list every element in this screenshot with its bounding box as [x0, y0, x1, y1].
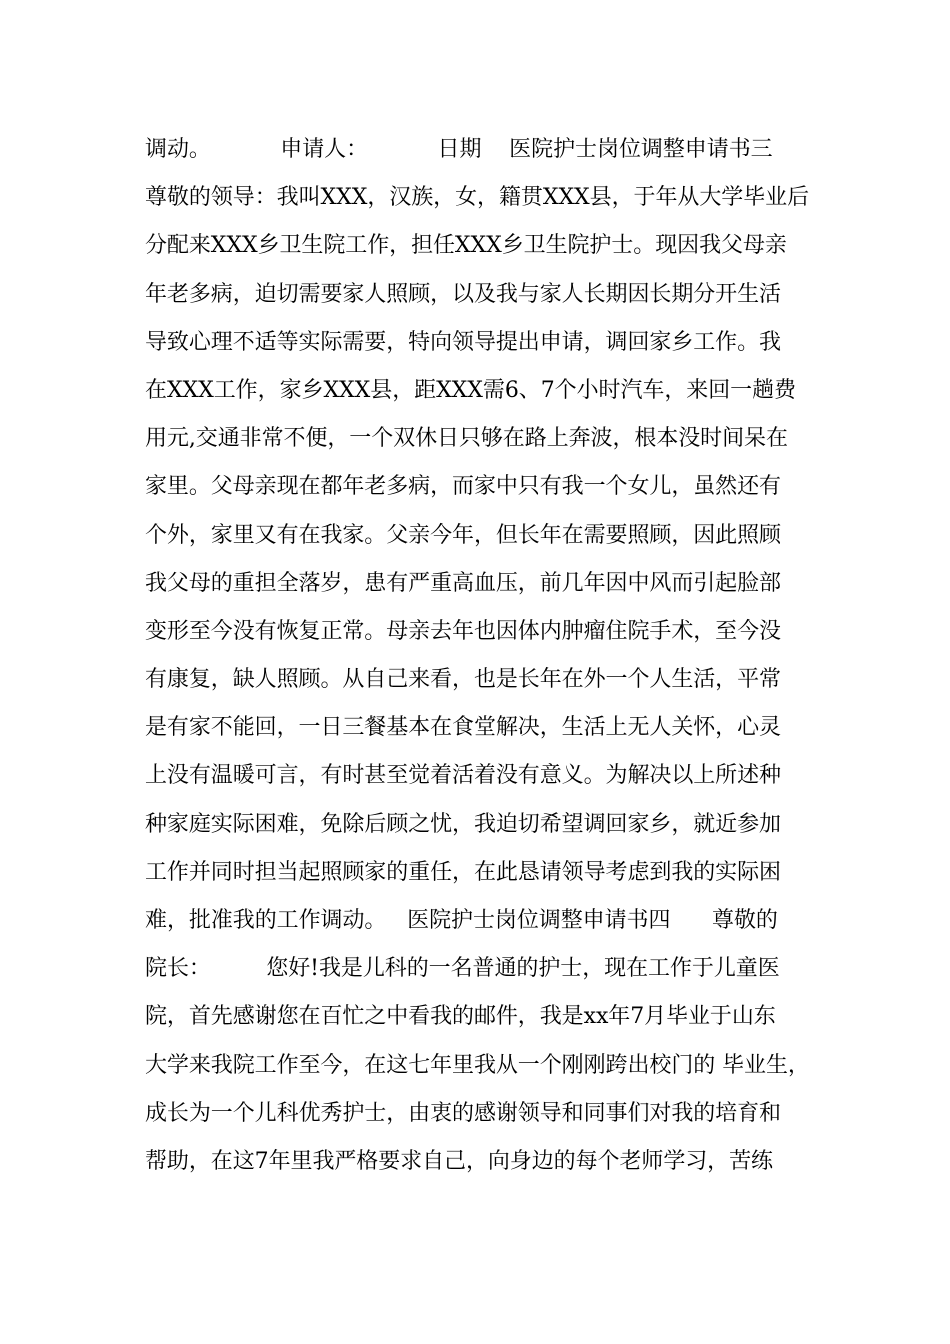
text-line: 分配来XXX乡卫生院工作，担任XXX乡卫生院护士。现因我父母亲 [145, 233, 787, 259]
text-line: 在XXX工作，家乡XXX县，距XXX需6、7个小时汽车，来回一趟费 [145, 377, 796, 403]
text-line: 年老多病，迫切需要家人照顾，以及我与家人长期因长期分开生活 [145, 281, 781, 307]
text-line: 大学来我院工作至今，在这七年里我从一个刚刚跨出校门的 毕业生， [145, 1052, 810, 1078]
text-line: 成长为一个儿科优秀护士，由衷的感谢领导和同事们对我的培育和 [145, 1100, 781, 1126]
text-line: 种家庭实际困难，免除后顾之忧，我迫切希望调回家乡，就近参加 [145, 811, 781, 837]
text-line: 调动。 申请人： 日期 医院护士岗位调整申请书三 [145, 137, 773, 162]
text-line: 我父母的重担全落岁，患有严重高血压，前几年因中风而引起脸部 [145, 570, 781, 596]
text-line: 院长： 您好!我是儿科的一名普通的护士，现在工作于儿童医 [145, 956, 780, 982]
text-line: 难，批准我的工作调动。 医院护士岗位调整申请书四 尊敬的 [145, 908, 778, 933]
text-line: 帮助，在这7年里我严格要求自己，向身边的每个老师学习，苦练 [145, 1148, 773, 1174]
text-line: 家里。父母亲现在都年老多病，而家中只有我一个女儿，虽然还有 [145, 474, 781, 500]
text-line: 个外，家里又有在我家。父亲今年，但长年在需要照顾，因此照顾 [145, 522, 781, 548]
text-line: 院，首先感谢您在百忙之中看我的邮件，我是xx年7月毕业于山东 [145, 1004, 776, 1030]
text-line: 变形至今没有恢复正常。母亲去年也因体内肿瘤住院手术，至今没 [145, 618, 781, 644]
text-line: 上没有温暖可言，有时甚至觉着活着没有意义。为解决以上所述种 [145, 763, 781, 789]
document-body-text [145, 126, 815, 1186]
text-line: 用元,交通非常不便，一个双休日只够在路上奔波，根本没时间呆在 [145, 426, 788, 452]
text-line: 有康复，缺人照顾。从自己来看，也是长年在外一个人生活，平常 [145, 667, 781, 693]
text-line: 尊敬的领导：我叫XXX，汉族，女，籍贯XXX县，于年从大学毕业后 [145, 185, 810, 211]
text-line: 导致心理不适等实际需要，特向领导提出申请，调回家乡工作。我 [145, 329, 781, 355]
text-line: 工作并同时担当起照顾家的重任，在此恳请领导考虑到我的实际困 [145, 859, 781, 885]
text-line: 是有家不能回，一日三餐基本在食堂解决，生活上无人关怀，心灵 [145, 715, 781, 741]
